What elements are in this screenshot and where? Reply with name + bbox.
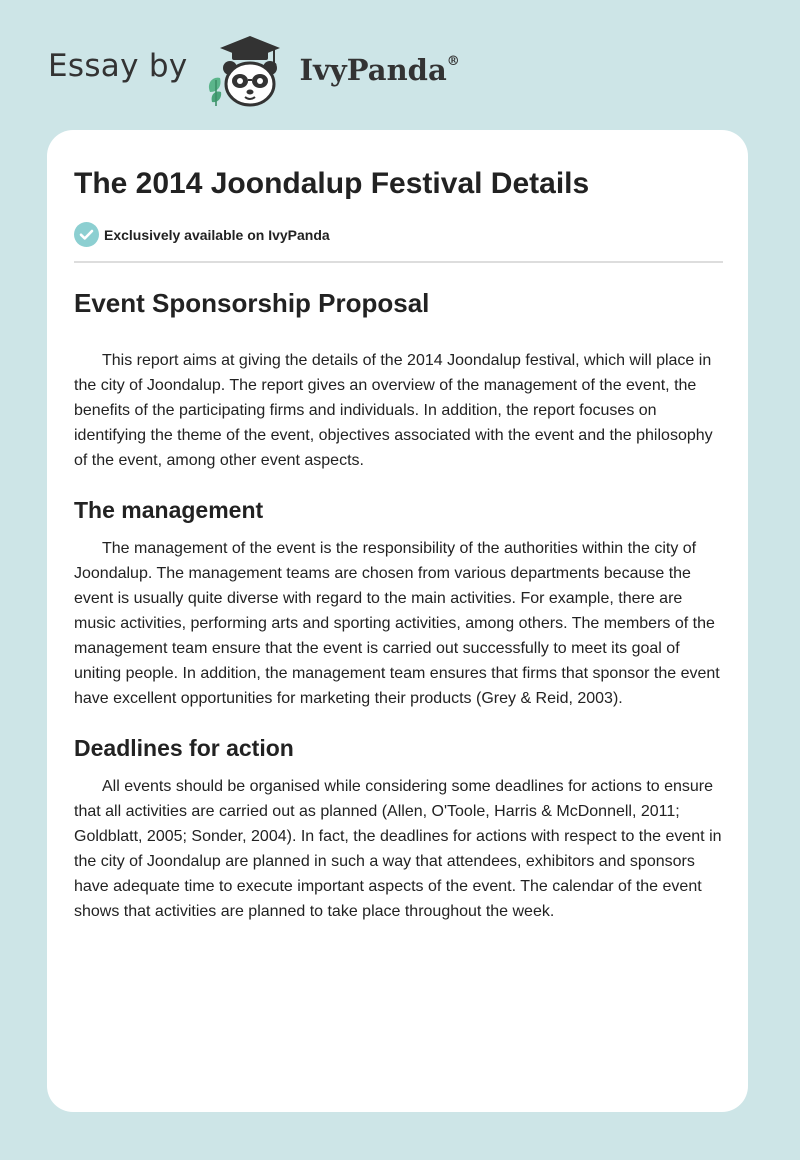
exclusive-badge	[74, 222, 330, 247]
section-heading: Event Sponsorship Proposal	[74, 288, 430, 318]
title-divider	[74, 261, 723, 263]
intro-paragraph: This report aims at giving the details of the 2014 Joondalup festival, which will place in the city of Joondalup. The report gives an overview of the management of the event, the benefits of the participating firms and individuals. In addition, the report focuses on identifying the theme of the event, objectives associated with the event and the philosophy of the event, among other event aspects.	[74, 352, 713, 469]
brand-logo[interactable]	[48, 30, 460, 110]
article-card	[47, 130, 748, 1112]
registered-mark: ®	[446, 54, 460, 70]
brand-prefix: Essay by	[48, 48, 188, 84]
subheading-management: The management	[74, 497, 264, 523]
brand-name-text: IvyPanda	[299, 53, 447, 87]
panda-mascot-icon	[202, 30, 298, 110]
article-title: The 2014 Joondalup Festival Details	[74, 167, 590, 200]
brand-name	[300, 53, 460, 87]
subheading-deadlines: Deadlines for action	[74, 735, 294, 761]
check-circle-icon	[74, 222, 99, 247]
management-paragraph: The management of the event is the responsibility of the authorities within the city of Joondalup. The management teams are chosen from various departments because the event is usually quite diverse with regard to the main activities. For example, there are music activities, performing arts and sporting activities, among others. The members of the management team ensure that the event is carried out successfully to meet its goal of uniting people. In addition, the management team ensures that firms that sponsor the event have excellent opportunities for marketing their products (Grey & Reid, 2003).	[74, 540, 720, 707]
exclusive-badge-label: Exclusively available on IvyPanda	[104, 226, 330, 243]
deadlines-paragraph: All events should be organised while considering some deadlines for actions to ensure that all activities are carried out as planned (Allen, O'Toole, Harris & McDonnell, 2011; Goldblatt, 2005; Sonder, 2004). In fact, the deadlines for actions with respect to the event in the city of Joondalup are planned in such a way that attendees, exhibitors and sponsors have adequate time to execute important aspects of the event. The calendar of the event shows that activities are planned to take place throughout the week.	[74, 778, 722, 920]
article-body	[74, 280, 723, 944]
